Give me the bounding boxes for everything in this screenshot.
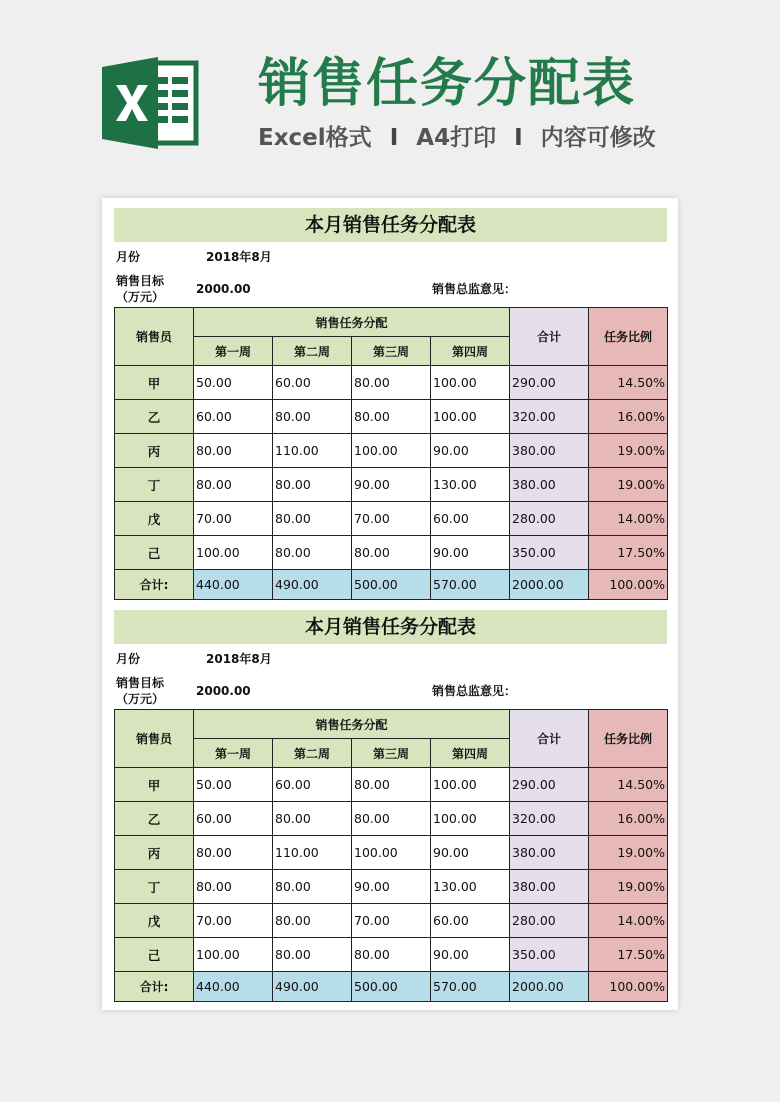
week-value-cell[interactable]: 90.00 [431, 434, 510, 468]
row-total-cell[interactable]: 380.00 [510, 870, 589, 904]
week-value-cell[interactable]: 80.00 [273, 502, 352, 536]
table-row [115, 904, 668, 938]
subtitle-separator: I [514, 125, 523, 151]
week-value-cell[interactable]: 80.00 [194, 870, 273, 904]
subtitle-separator: I [389, 125, 399, 151]
row-total-cell[interactable]: 380.00 [510, 434, 589, 468]
grand-total-cell[interactable]: 2000.00 [510, 570, 589, 600]
row-ratio-cell[interactable]: 17.50% [589, 536, 668, 570]
allocation-header: 销售任务分配 [194, 308, 510, 337]
week-value-cell[interactable]: 60.00 [194, 802, 273, 836]
target-unit-label: （万元） [116, 290, 165, 304]
week-value-cell[interactable]: 80.00 [273, 400, 352, 434]
week-value-cell[interactable]: 90.00 [352, 870, 431, 904]
totals-label: 合计: [115, 972, 194, 1002]
week-value-cell[interactable]: 90.00 [431, 836, 510, 870]
week-header: 第二周 [273, 739, 352, 768]
week-total-cell[interactable]: 440.00 [194, 570, 273, 600]
table-row [115, 836, 668, 870]
week-value-cell[interactable]: 90.00 [352, 468, 431, 502]
week-value-cell[interactable]: 70.00 [194, 904, 273, 938]
totals-label: 合计: [115, 570, 194, 600]
total-ratio-cell[interactable]: 100.00% [589, 570, 668, 600]
totals-row [115, 570, 668, 600]
page-subtitle [258, 122, 718, 154]
director-opinion-label: 销售总监意见： [432, 684, 517, 698]
ratio-header: 任务比例 [589, 710, 668, 768]
week-value-cell[interactable]: 80.00 [194, 434, 273, 468]
month-label: 月份 [116, 652, 141, 666]
sales-allocation-table [114, 307, 668, 600]
subtitle-format: Excel格式 [258, 125, 372, 151]
table-row [115, 536, 668, 570]
week-value-cell[interactable]: 80.00 [273, 938, 352, 972]
week-value-cell[interactable]: 60.00 [273, 366, 352, 400]
row-ratio-cell[interactable]: 16.00% [589, 802, 668, 836]
excel-icon [102, 57, 200, 149]
subtitle-editable: 内容可修改 [540, 125, 656, 151]
table-row [115, 502, 668, 536]
document-sheet [102, 198, 678, 1010]
allocation-header: 销售任务分配 [194, 710, 510, 739]
row-total-cell[interactable]: 280.00 [510, 502, 589, 536]
table-row [115, 400, 668, 434]
week-value-cell[interactable]: 110.00 [273, 836, 352, 870]
week-header: 第四周 [431, 739, 510, 768]
salesperson-name: 乙 [115, 400, 194, 434]
row-ratio-cell[interactable]: 19.00% [589, 468, 668, 502]
row-total-cell[interactable]: 290.00 [510, 366, 589, 400]
table-row [115, 468, 668, 502]
week-header: 第三周 [352, 739, 431, 768]
row-total-cell[interactable]: 350.00 [510, 938, 589, 972]
week-value-cell[interactable]: 80.00 [273, 536, 352, 570]
month-value[interactable]: 2018年8月 [206, 250, 272, 264]
row-total-cell[interactable]: 380.00 [510, 836, 589, 870]
salesperson-header: 销售员 [115, 710, 194, 768]
week-value-cell[interactable]: 60.00 [273, 768, 352, 802]
week-value-cell[interactable]: 70.00 [352, 904, 431, 938]
page-header [0, 0, 780, 185]
row-ratio-cell[interactable]: 14.50% [589, 768, 668, 802]
row-ratio-cell[interactable]: 14.50% [589, 366, 668, 400]
week-value-cell[interactable]: 100.00 [194, 536, 273, 570]
week-value-cell[interactable]: 100.00 [431, 400, 510, 434]
target-value[interactable]: 2000.00 [196, 282, 251, 296]
week-value-cell[interactable]: 100.00 [431, 802, 510, 836]
salesperson-name: 己 [115, 938, 194, 972]
week-value-cell[interactable]: 90.00 [431, 536, 510, 570]
salesperson-header: 销售员 [115, 308, 194, 366]
salesperson-name: 丁 [115, 870, 194, 904]
target-label: 销售目标 [116, 274, 165, 288]
table-row [115, 938, 668, 972]
week-total-cell[interactable]: 500.00 [352, 570, 431, 600]
row-ratio-cell[interactable]: 14.00% [589, 502, 668, 536]
row-ratio-cell[interactable]: 16.00% [589, 400, 668, 434]
week-value-cell[interactable]: 80.00 [352, 366, 431, 400]
salesperson-name: 丁 [115, 468, 194, 502]
week-value-cell[interactable]: 80.00 [352, 400, 431, 434]
table-row [115, 366, 668, 400]
week-value-cell[interactable]: 110.00 [273, 434, 352, 468]
week-value-cell[interactable]: 80.00 [352, 938, 431, 972]
week-total-cell[interactable]: 570.00 [431, 972, 510, 1002]
month-value[interactable]: 2018年8月 [206, 652, 272, 666]
week-value-cell[interactable]: 80.00 [194, 468, 273, 502]
total-header: 合计 [510, 308, 589, 366]
salesperson-name: 戊 [115, 904, 194, 938]
week-value-cell[interactable]: 100.00 [431, 366, 510, 400]
row-total-cell[interactable]: 320.00 [510, 400, 589, 434]
week-total-cell[interactable]: 500.00 [352, 972, 431, 1002]
week-value-cell[interactable]: 80.00 [273, 802, 352, 836]
week-header: 第一周 [194, 739, 273, 768]
week-value-cell[interactable]: 100.00 [352, 836, 431, 870]
total-ratio-cell[interactable]: 100.00% [589, 972, 668, 1002]
week-header: 第二周 [273, 337, 352, 366]
week-total-cell[interactable]: 570.00 [431, 570, 510, 600]
salesperson-name: 丙 [115, 434, 194, 468]
week-value-cell[interactable]: 80.00 [194, 836, 273, 870]
row-total-cell[interactable]: 280.00 [510, 904, 589, 938]
table-row [115, 768, 668, 802]
director-opinion-label: 销售总监意见： [432, 282, 517, 296]
totals-row [115, 972, 668, 1002]
week-value-cell[interactable]: 50.00 [194, 768, 273, 802]
table-row [115, 870, 668, 904]
row-ratio-cell[interactable]: 19.00% [589, 836, 668, 870]
row-ratio-cell[interactable]: 14.00% [589, 904, 668, 938]
sales-table-block [114, 610, 667, 1002]
salesperson-name: 戊 [115, 502, 194, 536]
week-value-cell[interactable]: 130.00 [431, 468, 510, 502]
sales-allocation-table [114, 709, 668, 1002]
ratio-header: 任务比例 [589, 308, 668, 366]
week-value-cell[interactable]: 50.00 [194, 366, 273, 400]
week-value-cell[interactable]: 80.00 [273, 904, 352, 938]
week-value-cell[interactable]: 80.00 [273, 870, 352, 904]
grand-total-cell[interactable]: 2000.00 [510, 972, 589, 1002]
week-total-cell[interactable]: 490.00 [273, 972, 352, 1002]
table-row [115, 434, 668, 468]
week-header: 第一周 [194, 337, 273, 366]
sheet-title: 本月销售任务分配表 [114, 208, 667, 242]
week-value-cell[interactable]: 80.00 [352, 768, 431, 802]
week-value-cell[interactable]: 130.00 [431, 870, 510, 904]
sheet-title: 本月销售任务分配表 [114, 610, 667, 644]
salesperson-name: 乙 [115, 802, 194, 836]
salesperson-name: 己 [115, 536, 194, 570]
page-title: 销售任务分配表 [258, 54, 637, 114]
week-value-cell[interactable]: 60.00 [431, 502, 510, 536]
week-value-cell[interactable]: 90.00 [431, 938, 510, 972]
row-ratio-cell[interactable]: 19.00% [589, 434, 668, 468]
total-header: 合计 [510, 710, 589, 768]
week-value-cell[interactable]: 60.00 [431, 904, 510, 938]
row-ratio-cell[interactable]: 19.00% [589, 870, 668, 904]
salesperson-name: 丙 [115, 836, 194, 870]
row-total-cell[interactable]: 350.00 [510, 536, 589, 570]
week-total-cell[interactable]: 490.00 [273, 570, 352, 600]
week-header: 第四周 [431, 337, 510, 366]
week-value-cell[interactable]: 100.00 [352, 434, 431, 468]
sales-table-block [114, 208, 667, 600]
month-label: 月份 [116, 250, 141, 264]
week-value-cell[interactable]: 80.00 [352, 536, 431, 570]
week-header: 第三周 [352, 337, 431, 366]
week-value-cell[interactable]: 100.00 [431, 768, 510, 802]
week-value-cell[interactable]: 80.00 [273, 468, 352, 502]
target-value[interactable]: 2000.00 [196, 684, 251, 698]
week-value-cell[interactable]: 100.00 [194, 938, 273, 972]
subtitle-print: A4打印 [416, 125, 497, 151]
week-value-cell[interactable]: 70.00 [352, 502, 431, 536]
target-label: 销售目标 [116, 676, 165, 690]
target-unit-label: （万元） [116, 692, 165, 706]
row-ratio-cell[interactable]: 17.50% [589, 938, 668, 972]
week-value-cell[interactable]: 70.00 [194, 502, 273, 536]
row-total-cell[interactable]: 290.00 [510, 768, 589, 802]
row-total-cell[interactable]: 380.00 [510, 468, 589, 502]
week-total-cell[interactable]: 440.00 [194, 972, 273, 1002]
salesperson-name: 甲 [115, 366, 194, 400]
row-total-cell[interactable]: 320.00 [510, 802, 589, 836]
salesperson-name: 甲 [115, 768, 194, 802]
week-value-cell[interactable]: 80.00 [352, 802, 431, 836]
table-row [115, 802, 668, 836]
week-value-cell[interactable]: 60.00 [194, 400, 273, 434]
